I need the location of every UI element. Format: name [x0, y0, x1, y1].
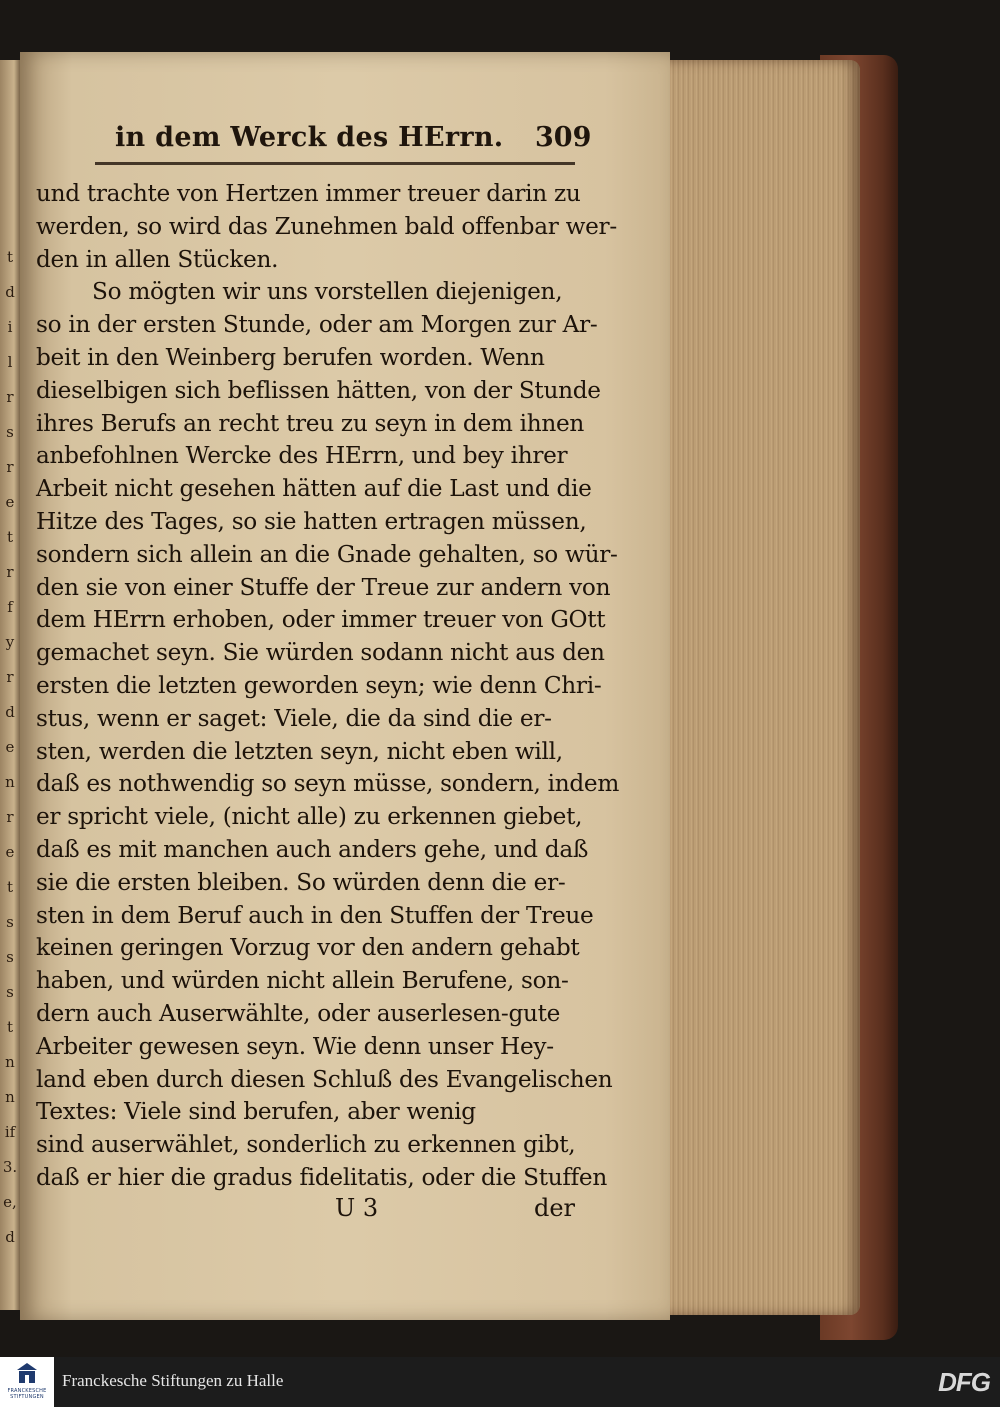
margin-letter: r	[6, 668, 14, 686]
margin-letter: e,	[3, 1193, 17, 1211]
margin-letter: t	[6, 878, 14, 896]
institution-logo[interactable]	[0, 1357, 54, 1407]
margin-letter: i	[7, 318, 13, 336]
text-line: beit in den Weinberg berufen worden. Wenn	[36, 343, 545, 371]
margin-letter: t	[6, 248, 14, 266]
text-line: dieselbigen sich beflissen hätten, von der Stunde	[36, 376, 601, 404]
margin-letter: d	[5, 703, 15, 721]
margin-letter: s	[6, 948, 14, 966]
margin-letter: 3.	[2, 1158, 18, 1176]
margin-letter: n	[5, 1053, 15, 1071]
running-head: in dem Werck des HErrn.	[115, 122, 504, 153]
margin-letter: s	[6, 983, 14, 1001]
text-line: sind auserwählet, sonderlich zu erkennen gibt,	[36, 1131, 576, 1159]
margin-letter: if	[4, 1123, 16, 1141]
margin-letter: n	[5, 773, 15, 791]
text-line: stus, wenn er saget: Viele, die da sind die er-	[36, 704, 552, 732]
margin-letter: s	[6, 913, 14, 931]
body-text	[36, 178, 620, 1195]
text-line: sten, werden die letzten seyn, nicht eben will,	[36, 737, 563, 765]
margin-letter: t	[6, 528, 14, 546]
margin-letter: r	[6, 458, 14, 476]
margin-letter: s	[6, 423, 14, 441]
institution-name[interactable]: Franckesche Stiftungen zu Halle	[62, 1371, 284, 1390]
footer-bar	[0, 1357, 1000, 1407]
margin-letter: r	[6, 388, 14, 406]
text-line: land eben durch diesen Schluß des Evangelischen	[36, 1065, 613, 1093]
margin-letter: e	[5, 738, 15, 756]
header-rule	[95, 162, 575, 165]
catchword: der	[533, 1194, 575, 1222]
text-line: den sie von einer Stuffe der Treue zur andern von	[36, 573, 611, 601]
text-line: daß es nothwendig so seyn müsse, sondern, indem	[36, 770, 620, 798]
text-line: er spricht viele, (nicht alle) zu erkennen giebet,	[36, 803, 583, 831]
text-line: haben, und würden nicht allein Berufene, son-	[36, 967, 569, 995]
text-line: dem HErrn erhoben, oder immer treuer von GOtt	[36, 606, 606, 634]
margin-letter: e	[5, 843, 15, 861]
building-icon	[17, 1363, 37, 1385]
text-line: sie die ersten bleiben. So würden denn die er-	[36, 868, 566, 896]
page-edges	[660, 60, 860, 1315]
page-number: 309	[535, 122, 592, 153]
page-header	[115, 122, 595, 162]
text-line: gemachet seyn. Sie würden sodann nicht aus den	[36, 639, 605, 667]
text-line: anbefohlnen Wercke des HErrn, und bey ihrer	[36, 442, 568, 470]
text-line: ihres Berufs an recht treu zu seyn in dem ihnen	[36, 409, 585, 437]
text-line: Hitze des Tages, so sie hatten ertragen müssen,	[36, 507, 587, 535]
book-page	[20, 52, 670, 1320]
margin-letter: t	[6, 1018, 14, 1036]
margin-letter: e	[5, 493, 15, 511]
margin-letter: d	[5, 1228, 15, 1246]
text-line: und trachte von Hertzen immer treuer darin zu	[36, 180, 581, 207]
signature-mark: U 3	[335, 1194, 379, 1222]
text-line: Arbeiter gewesen seyn. Wie denn unser Hey-	[36, 1032, 554, 1060]
facing-page-margin-text	[0, 240, 20, 1255]
text-line: werden, so wird das Zunehmen bald offenbar wer-	[36, 212, 617, 240]
text-line: so in der ersten Stunde, oder am Morgen zur Ar-	[36, 311, 598, 339]
margin-letter: n	[5, 1088, 15, 1106]
text-line: daß es mit manchen auch anders gehe, und daß	[36, 835, 589, 863]
text-line: den in allen Stücken.	[36, 245, 279, 273]
text-line: So mögten wir uns vorstellen diejenigen,	[92, 278, 563, 306]
facing-page-edge	[0, 60, 20, 1310]
logo-text: FRANCKESCHE STIFTUNGEN	[7, 1388, 47, 1400]
margin-letter: l	[7, 353, 13, 371]
page-footer	[335, 1194, 575, 1228]
text-line: sondern sich allein an die Gnade gehalten, so wür-	[36, 540, 618, 568]
text-line: ersten die letzten geworden seyn; wie denn Chri-	[36, 671, 602, 699]
text-line: sten in dem Beruf auch in den Stuffen der Treue	[36, 901, 594, 929]
margin-letter: r	[6, 563, 14, 581]
text-line: daß er hier die gradus fidelitatis, oder die Stuffen	[36, 1163, 607, 1191]
text-line: Arbeit nicht gesehen hätten auf die Last und die	[36, 475, 592, 503]
text-line: Textes: Viele sind berufen, aber wenig	[36, 1098, 476, 1126]
text-line: dern auch Auserwählte, oder auserlesen-gute	[36, 999, 561, 1027]
margin-letter: d	[5, 283, 15, 301]
margin-letter: r	[6, 808, 14, 826]
margin-letter: y	[5, 633, 15, 651]
margin-letter: f	[7, 598, 13, 616]
text-line: keinen geringen Vorzug vor den andern gehabt	[36, 934, 580, 962]
dfg-logo[interactable]: DFG	[938, 1367, 990, 1397]
